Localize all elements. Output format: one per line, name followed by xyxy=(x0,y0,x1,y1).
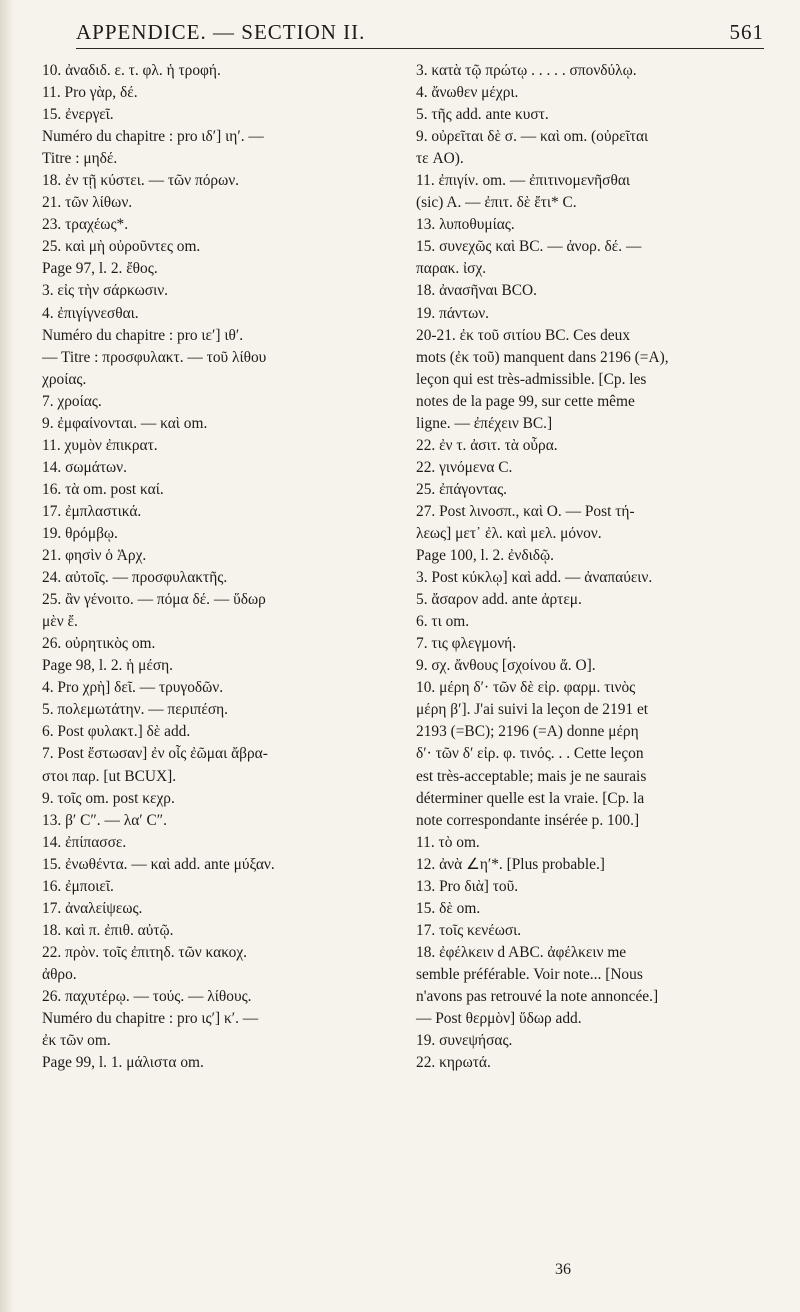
note-line: 11. τὸ om. xyxy=(416,833,480,851)
note-line: n'avons pas retrouvé la note annoncée.] xyxy=(416,987,659,1005)
note-line: 11. χυμὸν ἐπικρατ. xyxy=(42,436,158,454)
note-line: 22. πρὸν. τοῖς ἐπιτηδ. τῶν κακοχ. xyxy=(42,943,248,961)
signature-mark: 36 xyxy=(555,1261,571,1278)
binding-shadow xyxy=(0,0,14,1312)
note-line: 25. ἂν γένοιτο. — πόμα δέ. — ὕδωρ xyxy=(42,591,266,609)
note-line: — Titre : προσφυλακτ. — τοῦ λίθου xyxy=(42,348,267,366)
note-line: 15. δὲ om. xyxy=(416,899,481,917)
note-line: mots (ἐκ τοῦ) manquent dans 2196 (=A), xyxy=(416,348,669,366)
note-line: χροίας. xyxy=(42,370,87,388)
note-line: 10. ἀναδιδ. ε. τ. φλ. ἡ τροφή. xyxy=(42,62,221,79)
note-line: 17. ἐμπλαστικά. xyxy=(42,502,142,520)
note-line: 26. οὐρητικὸς om. xyxy=(42,635,156,653)
note-line: 9. τοῖς om. post κεχρ. xyxy=(42,789,175,807)
note-line: Page 100, l. 2. ἐνδιδῷ. xyxy=(416,547,554,565)
note-line: 6. Post φυλακτ.] δὲ add. xyxy=(42,723,191,741)
note-line: ἀθρο. xyxy=(42,965,77,983)
running-head: APPENDICE. — SECTION II. xyxy=(76,20,366,44)
note-line: λεως] μετ᾽ ἐλ. καὶ μελ. μόνον. xyxy=(416,524,602,542)
note-line: 19. πάντων. xyxy=(416,304,490,322)
note-line: Page 98, l. 2. ἡ μέση. xyxy=(42,657,174,675)
note-line: 25. ἐπάγοντας. xyxy=(416,480,508,498)
note-line: 3. Post κύκλῳ] καὶ add. — ἀναπαύειν. xyxy=(416,569,653,587)
note-line: 20-21. ἐκ τοῦ σιτίου BC. Ces deux xyxy=(416,326,631,344)
note-line: Numéro du chapitre : pro ιε′] ιθ′. xyxy=(42,326,244,344)
note-line: 19. συνεψήσας. xyxy=(416,1032,513,1050)
note-line: μὲν ἔ. xyxy=(42,613,78,631)
note-line: 18. καὶ π. ἐπιθ. αὐτῷ. xyxy=(42,921,174,939)
note-line: (sic) A. — ἐπιτ. δὲ ἔτι* C. xyxy=(416,194,577,212)
note-line: Page 99, l. 1. μάλιστα om. xyxy=(42,1054,204,1072)
note-line: 18. ἀνασῆναι BCO. xyxy=(416,282,538,300)
note-line: 25. καὶ μὴ οὐροῦντες om. xyxy=(42,238,201,256)
note-line: 13. β′ C″. — λα′ C″. xyxy=(42,811,168,829)
note-line: 7. Post ἔστωσαν] ἐν οἷς ἐῶμαι ἄβρα- xyxy=(42,745,268,763)
note-line: Titre : μηδέ. xyxy=(42,150,118,168)
note-line: — Post θερμὸν] ὕδωρ add. xyxy=(416,1010,582,1028)
note-line: 10. μέρη δ′· τῶν δὲ εἰρ. φαρμ. τινὸς xyxy=(416,679,636,697)
note-line: 13. λυποθυμίας. xyxy=(416,216,515,234)
note-line: 3. εἰς τὴν σάρκωσιν. xyxy=(42,282,169,300)
note-line: ἐκ τῶν om. xyxy=(42,1032,111,1050)
note-line: Numéro du chapitre : pro ις′] κ′. — xyxy=(42,1010,259,1028)
note-line: Numéro du chapitre : pro ιδ′] ιη′. — xyxy=(42,128,264,146)
note-line: 15. συνεχῶς καὶ BC. — ἀνορ. δέ. — xyxy=(416,238,642,256)
note-line: 11. Pro γὰρ, δέ. xyxy=(42,84,138,102)
note-line: notes de la page 99, sur cette même xyxy=(416,392,635,410)
note-line: 19. θρόμβῳ. xyxy=(42,524,118,542)
note-line: 23. τραχέως*. xyxy=(42,216,129,234)
note-line: est très-acceptable; mais je ne saurais xyxy=(416,767,647,785)
note-line: μέρη β′]. J'ai suivi la leçon de 2191 et xyxy=(416,701,649,719)
note-line: στοι παρ. [ut BCUX]. xyxy=(42,767,177,785)
note-line: 9. ἐμφαίνονται. — καὶ om. xyxy=(42,414,208,432)
note-line: 16. τὰ om. post καί. xyxy=(42,480,164,498)
note-line: 4. ἐπιγίγνεσθαι. xyxy=(42,304,139,322)
note-line: 2193 (=BC); 2196 (=A) donne μέρη xyxy=(416,723,639,741)
note-line: leçon qui est très-admissible. [Cp. les xyxy=(416,370,647,388)
note-line: déterminer quelle est la vraie. [Cp. la xyxy=(416,789,645,807)
note-line: 22. γινόμενα C. xyxy=(416,458,513,476)
note-line: 5. τῆς add. ante κυστ. xyxy=(416,106,549,124)
note-line: τε AO). xyxy=(416,150,464,168)
note-line: 5. ἄσαρον add. ante ἀρτεμ. xyxy=(416,591,582,609)
note-line: 9. οὐρεῖται δὲ σ. — καὶ om. (οὐρεῖται xyxy=(416,128,649,146)
note-line: 16. ἐμποιεῖ. xyxy=(42,877,114,895)
note-line: 22. ἐν τ. ἀσιτ. τὰ οὖρα. xyxy=(416,436,558,454)
note-line: 27. Post λινοσπ., καὶ O. — Post τή- xyxy=(416,502,635,520)
right-column xyxy=(416,60,768,1074)
note-line: 21. φησὶν ὁ Ἀρχ. xyxy=(42,547,147,565)
note-line: 13. Pro διὰ] τοῦ. xyxy=(416,877,519,895)
note-line: 11. ἐπιγίν. om. — ἐπιτινομενῆσθαι xyxy=(416,172,631,190)
note-line: 4. ἄνωθεν μέχρι. xyxy=(416,84,519,102)
note-line: 15. ἐνεργεῖ. xyxy=(42,106,114,124)
note-line: 26. παχυτέρῳ. — τούς. — λίθους. xyxy=(42,987,252,1005)
note-line: 24. αὐτοῖς. — προσφυλακτῆς. xyxy=(42,569,228,587)
note-line: 17. τοῖς κενέωσι. xyxy=(416,921,522,939)
note-line: 21. τῶν λίθων. xyxy=(42,194,133,212)
note-line: 3. κατὰ τῷ πρώτῳ . . . . . σπονδύλῳ. xyxy=(416,62,637,79)
note-line: 17. ἀναλείψεως. xyxy=(42,899,143,917)
note-line: 7. τις φλεγμονή. xyxy=(416,635,517,653)
note-line: ligne. — ἐπέχειν BC.] xyxy=(416,414,553,432)
note-line: 4. Pro χρὴ] δεῖ. — τρυγοδῶν. xyxy=(42,679,224,697)
note-line: 12. ἀνὰ ∠η′*. [Plus probable.] xyxy=(416,855,605,873)
note-line: 15. ἐνωθέντα. — καὶ add. ante μύξαν. xyxy=(42,855,275,873)
note-line: 22. κηρωτά. xyxy=(416,1054,491,1072)
note-line: 9. σχ. ἄνθους [σχοίνου ἄ. O]. xyxy=(416,657,596,675)
note-line: Page 97, l. 2. ἔθος. xyxy=(42,260,158,278)
left-column xyxy=(42,60,372,1074)
note-line: 18. ἐφέλκειν d ABC. ἀφέλκειν me xyxy=(416,943,627,961)
note-line: 14. σωμάτων. xyxy=(42,458,127,476)
note-line: παρακ. ἰσχ. xyxy=(416,260,487,278)
page-header xyxy=(76,18,764,49)
note-line: 6. τι om. xyxy=(416,613,470,631)
note-line: 14. ἐπίπασσε. xyxy=(42,833,127,851)
note-line: semble préférable. Voir note... [Nous xyxy=(416,965,643,983)
note-line: δ′· τῶν δ′ εἰρ. φ. τινός. . . Cette leçon xyxy=(416,745,644,763)
page-number: 561 xyxy=(729,20,764,44)
note-line: 18. ἐν τῇ κύστει. — τῶν πόρων. xyxy=(42,172,240,190)
note-line: 7. χροίας. xyxy=(42,392,102,410)
note-line: 5. πολεμωτάτην. — περιπέση. xyxy=(42,701,229,719)
note-line: note correspondante insérée p. 100.] xyxy=(416,811,640,829)
